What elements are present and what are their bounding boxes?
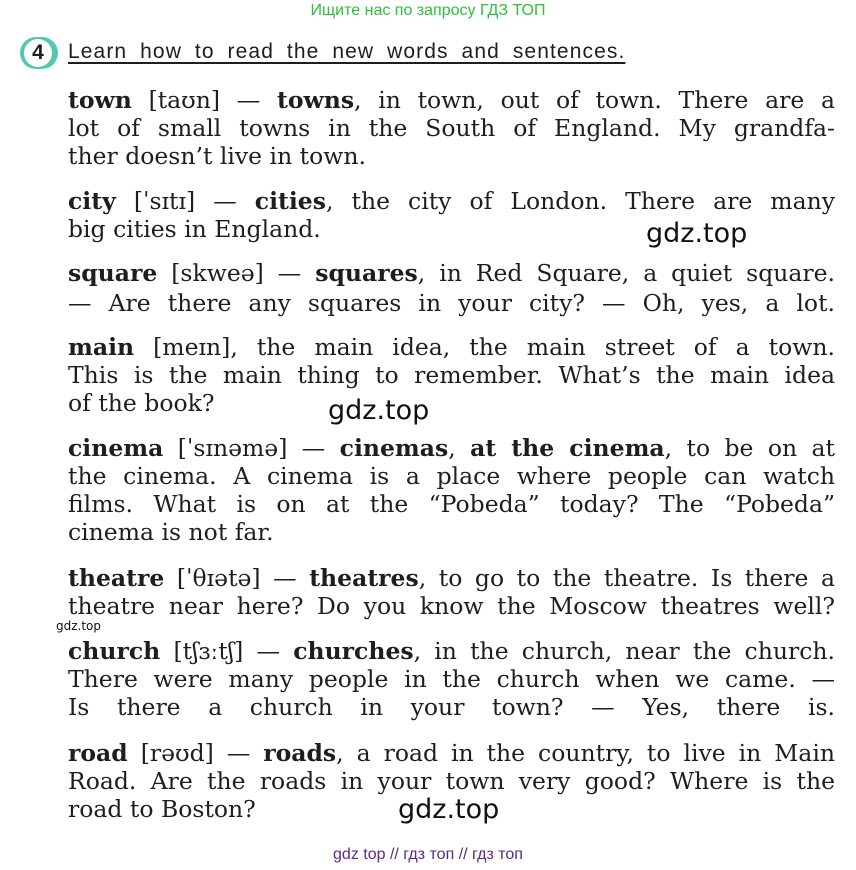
entry-text: , in town, out of town. There are a xyxy=(354,86,835,114)
comma: , xyxy=(448,434,471,462)
entry-cinema xyxy=(68,434,835,546)
entry-text: , the city of London. There are many xyxy=(325,187,835,215)
headword: city xyxy=(68,187,116,215)
headword: theatre xyxy=(68,564,165,592)
entry-text: This is the main thing to remember. What’s the main idea xyxy=(68,361,835,389)
transcription: [ˈsɪtɪ] xyxy=(133,187,196,215)
entry-text: cinema is not far. xyxy=(68,518,274,546)
footer: gdz top // гдз топ // гдз топ xyxy=(333,846,523,863)
entry-text: — Are there any squares in your city? — Oh, yes, a lot. xyxy=(68,289,835,317)
watermark: gdz.top xyxy=(398,794,500,825)
transcription: [ˈsɪnəmə] xyxy=(177,434,288,462)
watermark: gdz.top xyxy=(56,619,102,633)
entry-square xyxy=(68,259,835,317)
entry-text: , a road in the country, to live in Main xyxy=(336,739,835,767)
exercise-number: 4 xyxy=(24,39,52,67)
entry-text: Is there a church in your town? — Yes, there is. xyxy=(68,693,835,721)
plural: squares xyxy=(315,259,418,287)
entry-text: , to go to the theatre. Is there a xyxy=(418,564,835,592)
transcription: [rəʊd] xyxy=(140,739,214,767)
exercise-instruction: Learn how to read the new words and sentences. xyxy=(68,40,626,63)
entry-text: road to Boston? xyxy=(68,795,256,823)
transcription: [ˈθɪətə] xyxy=(176,564,261,592)
entry-text: , in the church, near the church. xyxy=(413,637,835,665)
watermark: gdz.top xyxy=(646,218,748,249)
entry-theatre xyxy=(68,564,835,620)
entry-text: Road. Are the roads in your town very good? Where is the xyxy=(68,767,835,795)
watermark: gdz.top xyxy=(328,395,430,426)
plural: roads xyxy=(263,739,337,767)
exercise-number-badge xyxy=(20,37,58,69)
plural: cities xyxy=(254,187,326,215)
plural: theatres xyxy=(309,564,419,592)
entry-text: , the main idea, the main street of a town. xyxy=(230,333,835,361)
entry-church xyxy=(68,637,835,721)
dash: — xyxy=(260,564,310,592)
dash: — xyxy=(213,739,264,767)
top-banner: Ищите нас по запросу ГДЗ ТОП xyxy=(310,2,546,19)
entry-text: of the book? xyxy=(68,389,215,417)
entry-text: , to be on at xyxy=(664,434,835,462)
entry-text: ther doesn’t live in town. xyxy=(68,142,366,170)
headword: church xyxy=(68,637,161,665)
transcription: [taʊn] xyxy=(148,86,221,114)
headword: main xyxy=(68,333,135,361)
dash: — xyxy=(263,259,316,287)
transcription: [meɪn] xyxy=(153,333,231,361)
entry-town xyxy=(68,86,835,170)
entry-text: , in Red Square, a quiet square. xyxy=(417,259,835,287)
headword: cinema xyxy=(68,434,164,462)
headword: square xyxy=(68,259,158,287)
dash: — xyxy=(243,637,294,665)
headword: town xyxy=(68,86,132,114)
dash: — xyxy=(195,187,255,215)
entry-text: films. What is on at the “Pobeda” today? The “Pobeda” xyxy=(68,490,835,518)
plural: churches xyxy=(293,637,414,665)
transcription: [skweə] xyxy=(171,259,264,287)
dash: — xyxy=(287,434,340,462)
entry-text: the cinema. A cinema is a place where people can watch xyxy=(68,462,835,490)
entry-text: theatre near here? Do you know the Moscow theatres well? xyxy=(68,592,835,620)
entry-main xyxy=(68,333,835,417)
entry-text: big cities in England. xyxy=(68,215,321,243)
plural: towns xyxy=(276,86,355,114)
entry-text: lot of small towns in the South of England. My grandfa- xyxy=(68,114,835,142)
headword: road xyxy=(68,739,128,767)
transcription: [tʃɜːtʃ] xyxy=(173,637,244,665)
phrase: at the cinema xyxy=(470,434,665,462)
entry-text: There were many people in the church when we came. — xyxy=(68,665,835,693)
plural: cinemas xyxy=(339,434,449,462)
dash: — xyxy=(220,86,277,114)
